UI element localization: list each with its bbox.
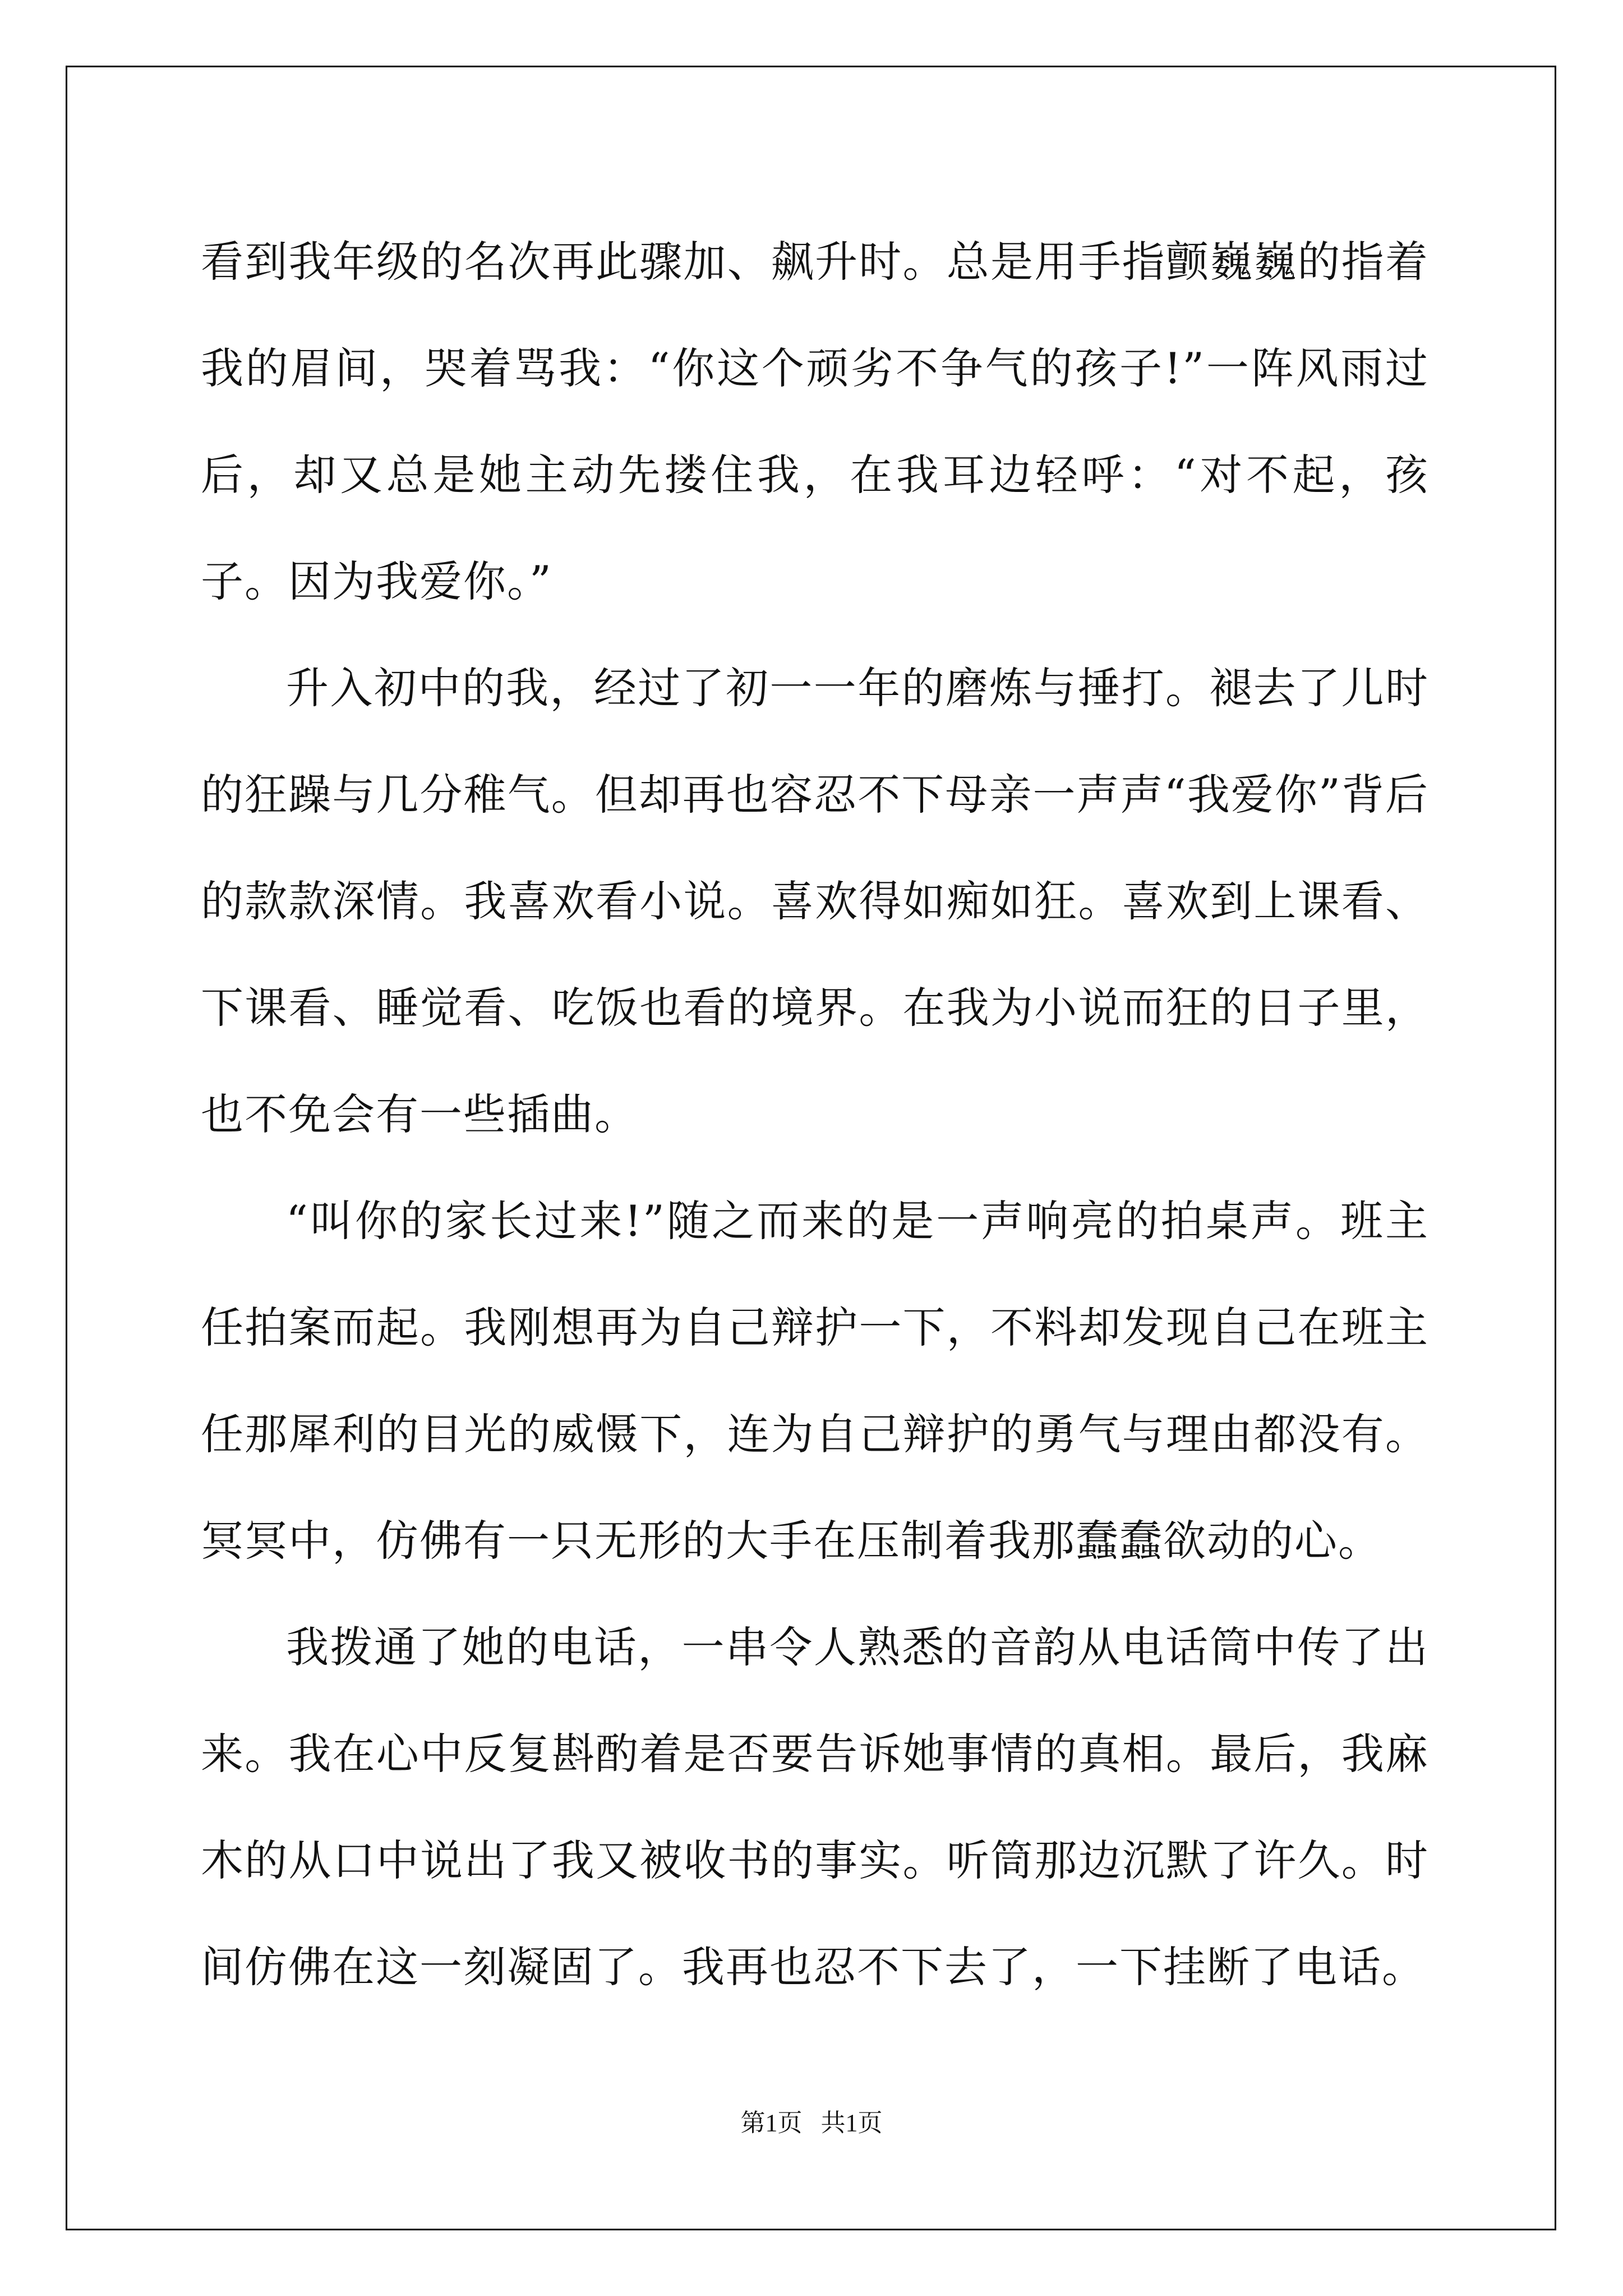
paragraph-4: 我拨通了她的电话，一串令人熟悉的音韵从电话筒中传了出来。我在心中反复斟酌着是否要告诉她事情的真相。最后，我麻木的从口中说出了我又被收书的事实。听筒那边沉默了许久。时间仿佛在这一刻凝固了。我再也忍不下去了，一下挂断了电话。 bbox=[201, 1622, 1429, 1992]
page-footer bbox=[0, 2102, 1623, 2138]
paragraph-3: “叫你的家长过来!”随之而来的是一声响亮的拍桌声。班主任拍案而起。我刚想再为自己辩护一下，不料却发现自己在班主任那犀利的目光的威慑下，连为自己辩护的勇气与理由都没有。冥冥中，仿佛有一只无形的大手在压制着我那蠢蠢欲动的心。 bbox=[201, 1196, 1429, 1566]
page-total: 共1页 bbox=[820, 2109, 883, 2137]
paragraph-1: 看到我年级的名次再此骤加、飙升时。总是用手指颤巍巍的指着我的眉间，哭着骂我：“你这个顽劣不争气的孩子!”一阵风雨过后，却又总是她主动先搂住我，在我耳边轻呼：“对不起，孩子。因为我爱你。” bbox=[201, 237, 1429, 606]
page-number: 第1页 bbox=[740, 2109, 803, 2137]
paragraph-2: 升入初中的我，经过了初一一年的磨炼与捶打。褪去了儿时的狂躁与几分稚气。但却再也容忍不下母亲一声声“我爱你”背后的款款深情。我喜欢看小说。喜欢得如痴如狂。喜欢到上课看、下课看、睡觉看、吃饭也看的境界。在我为小说而狂的日子里，也不免会有一些插曲。 bbox=[201, 663, 1429, 1139]
document-body bbox=[201, 209, 1429, 2021]
